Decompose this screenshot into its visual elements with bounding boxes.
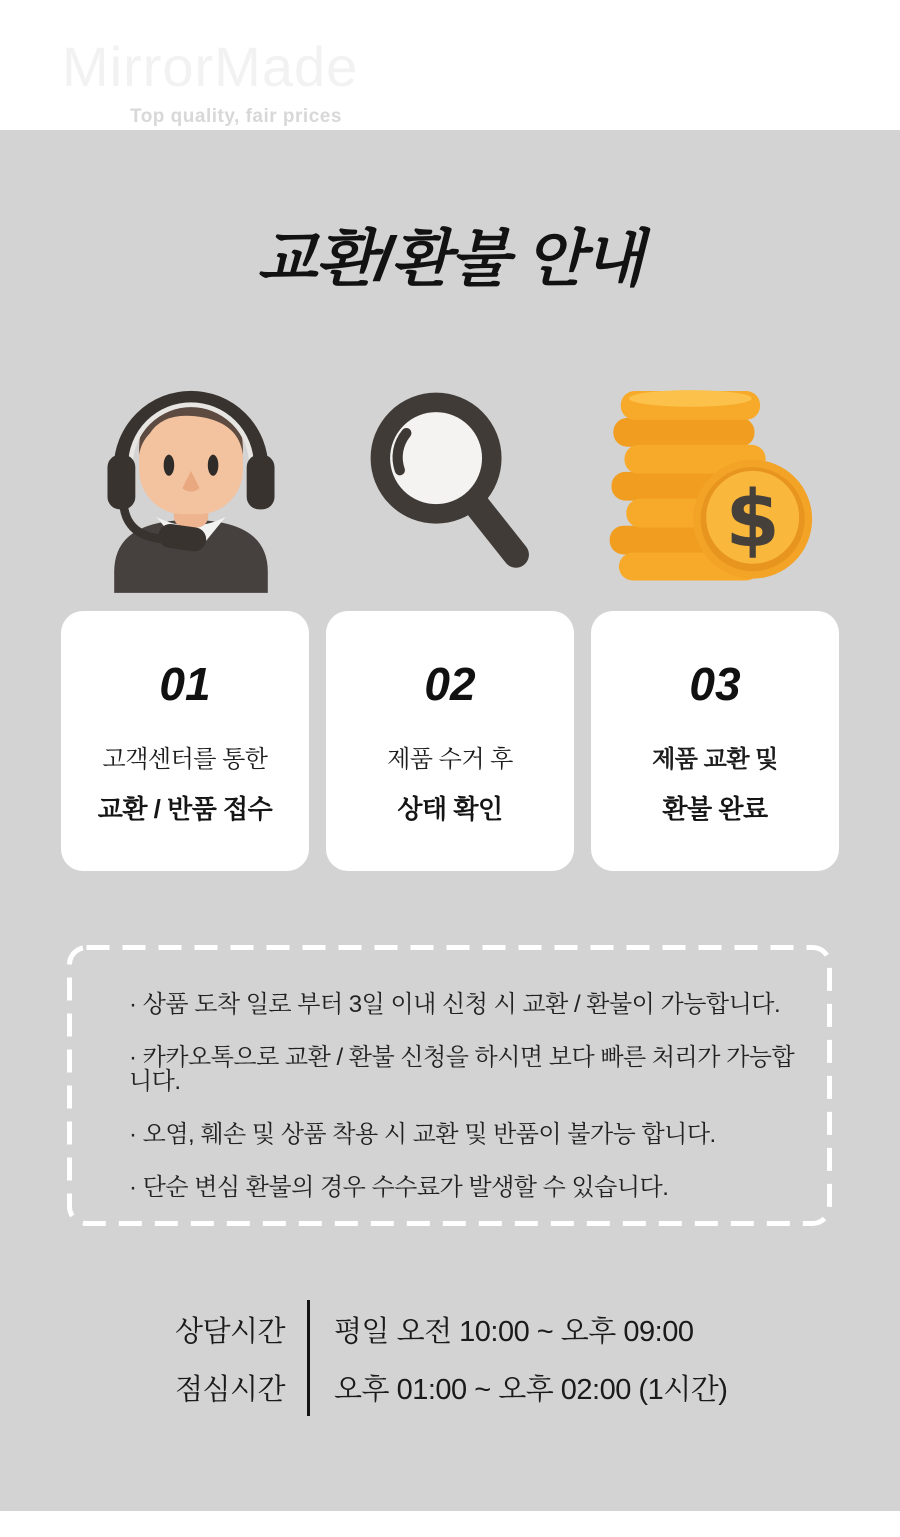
exchange-refund-guide — [0, 130, 900, 1511]
step-description-line2: 교환 / 반품 접수 — [97, 793, 273, 824]
step-card-3 — [591, 611, 839, 871]
site-header — [0, 0, 900, 130]
notice-item: · 오염, 훼손 및 상품 착용 시 교환 및 반품이 불가능 합니다. — [129, 1121, 716, 1149]
page-title: 교환/환불 안내 — [257, 225, 643, 294]
step-card-2 — [326, 611, 574, 871]
notice-box — [67, 945, 832, 1226]
brand-logo: MirrorMade — [62, 35, 359, 98]
step-icons-row — [61, 361, 839, 593]
step-description-line2: 상태 확인 — [397, 793, 503, 824]
step3-icon-cell — [580, 361, 839, 587]
svg-text:$: $ — [725, 475, 781, 566]
step-cards-row — [61, 611, 839, 871]
step2-icon-cell — [320, 361, 579, 577]
step-number: 02 — [424, 658, 476, 711]
content-container — [61, 361, 839, 1416]
step1-icon-cell — [61, 361, 320, 593]
step-description-line1: 제품 수거 후 — [387, 746, 513, 774]
brand-tagline: Top quality, fair prices — [130, 106, 342, 127]
step-number: 01 — [159, 658, 211, 711]
notice-item: · 단순 변심 환불의 경우 수수료가 발생할 수 있습니다. — [129, 1174, 669, 1202]
schedule-label-lunch: 점심시간 — [174, 1373, 285, 1406]
notice-item: · 상품 도착 일로 부터 3일 이내 신청 시 교환 / 환불이 가능합니다. — [129, 991, 781, 1019]
headset-agent-icon — [95, 372, 287, 593]
step-description-line1: 제품 교환 및 — [652, 746, 778, 774]
schedule-label-consult: 상담시간 — [174, 1315, 285, 1348]
step-number: 03 — [689, 658, 741, 711]
step-description-line2: 환불 완료 — [662, 793, 768, 824]
footer-strip — [0, 1511, 900, 1537]
step-description-line1: 고객센터를 통한 — [102, 746, 268, 774]
coins-icon — [602, 378, 816, 587]
notice-item: · 카카오톡으로 교환 / 환불 신청을 하시면 보다 빠른 처리가 가능합니다. — [129, 1044, 795, 1096]
step-card-1 — [61, 611, 309, 871]
schedule — [61, 1300, 839, 1416]
schedule-value-lunch: 오후 01:00 ~ 오후 02:00 (1시간) — [307, 1358, 839, 1416]
magnifying-glass-icon — [357, 382, 543, 577]
schedule-value-consult: 평일 오전 10:00 ~ 오후 09:00 — [307, 1300, 839, 1358]
